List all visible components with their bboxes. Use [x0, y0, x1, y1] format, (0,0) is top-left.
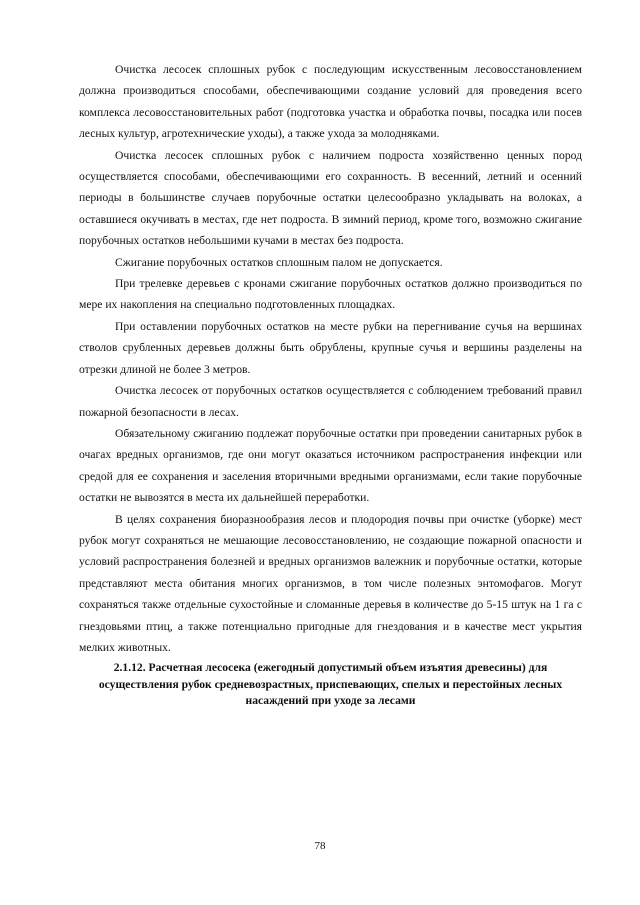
paragraph-7: Обязательному сжиганию подлежат порубочные остатки при проведении санитарных рубок в очагах вредных организмов, где они могут оказаться источником распространения инфекции или средой для ее сохранения и заселения вторичными вредными организмами, если такие порубочные остатки не вывозятся в места их дальнейшей переработки.: [79, 426, 582, 505]
paragraph-4: При трелевке деревьев с кронами сжигание порубочных остатков должно производиться по мере их накопления на специально подготовленных площадках.: [79, 277, 582, 312]
paragraph-5: При оставлении порубочных остатков на месте рубки на перегнивание сучья на вершинах стволов срубленных деревьев должны быть обрублены, крупные сучья и вершины разделены на отрезки длиной не более 3 метров.: [79, 319, 582, 376]
paragraph-6: Очистка лесосек от порубочных остатков осуществляется с соблюдением требований правил пожарной безопасности в лесах.: [79, 384, 582, 419]
page-number: 78: [314, 840, 326, 852]
paragraph-1: Очистка лесосек сплошных рубок с последующим искусственным лесовосстановлением должна производиться способами, обеспечивающими создание условий для проведения всего комплекса лесовосстановительных работ (подготовка участка и обработка почвы, посадка или посев лесных культур, агротехнические уходы), а также ухода за молодняками.: [79, 63, 582, 141]
page-body: [79, 59, 582, 710]
paragraph-2: Очистка лесосек сплошных рубок с наличием подроста хозяйственно ценных пород осуществляется способами, обеспечивающими его сохранность. В весенний, летний и осенний периоды в большинстве случаев порубочные остатки целесообразно укладывать на волоках, а оставшиеся окучивать в местах, где нет подроста. В зимний период, кроме того, возможно сжигание порубочных остатков небольшими кучами в местах без подроста.: [79, 148, 582, 248]
paragraph-3: Сжигание порубочных остатков сплошным палом не допускается.: [115, 255, 443, 269]
section-heading: 2.1.12. Расчетная лесосека (ежегодный допустимый объем изъятия древесины) для осуществления рубок средневозрастных, приспевающих, спелых и перестойных лесных насаждений при уходе за лесами: [98, 661, 563, 708]
paragraph-8: В целях сохранения биоразнообразия лесов и плодородия почвы при очистке (уборке) мест рубок могут сохраняться не мешающие лесовосстановлению, не создающие пожарной опасности и условий распространения болезней и вредных организмов валежник и порубочные остатки, которые представляют места обитания многих организмов, в том числе полезных энтомофагов. Могут сохраняться также отдельные сухостойные и сломанные деревья в количестве до 5-15 штук на 1 га с гнездовьями птиц, а также потенциально пригодные для гнездования и в качестве мест укрытия мелких животных.: [79, 512, 582, 654]
